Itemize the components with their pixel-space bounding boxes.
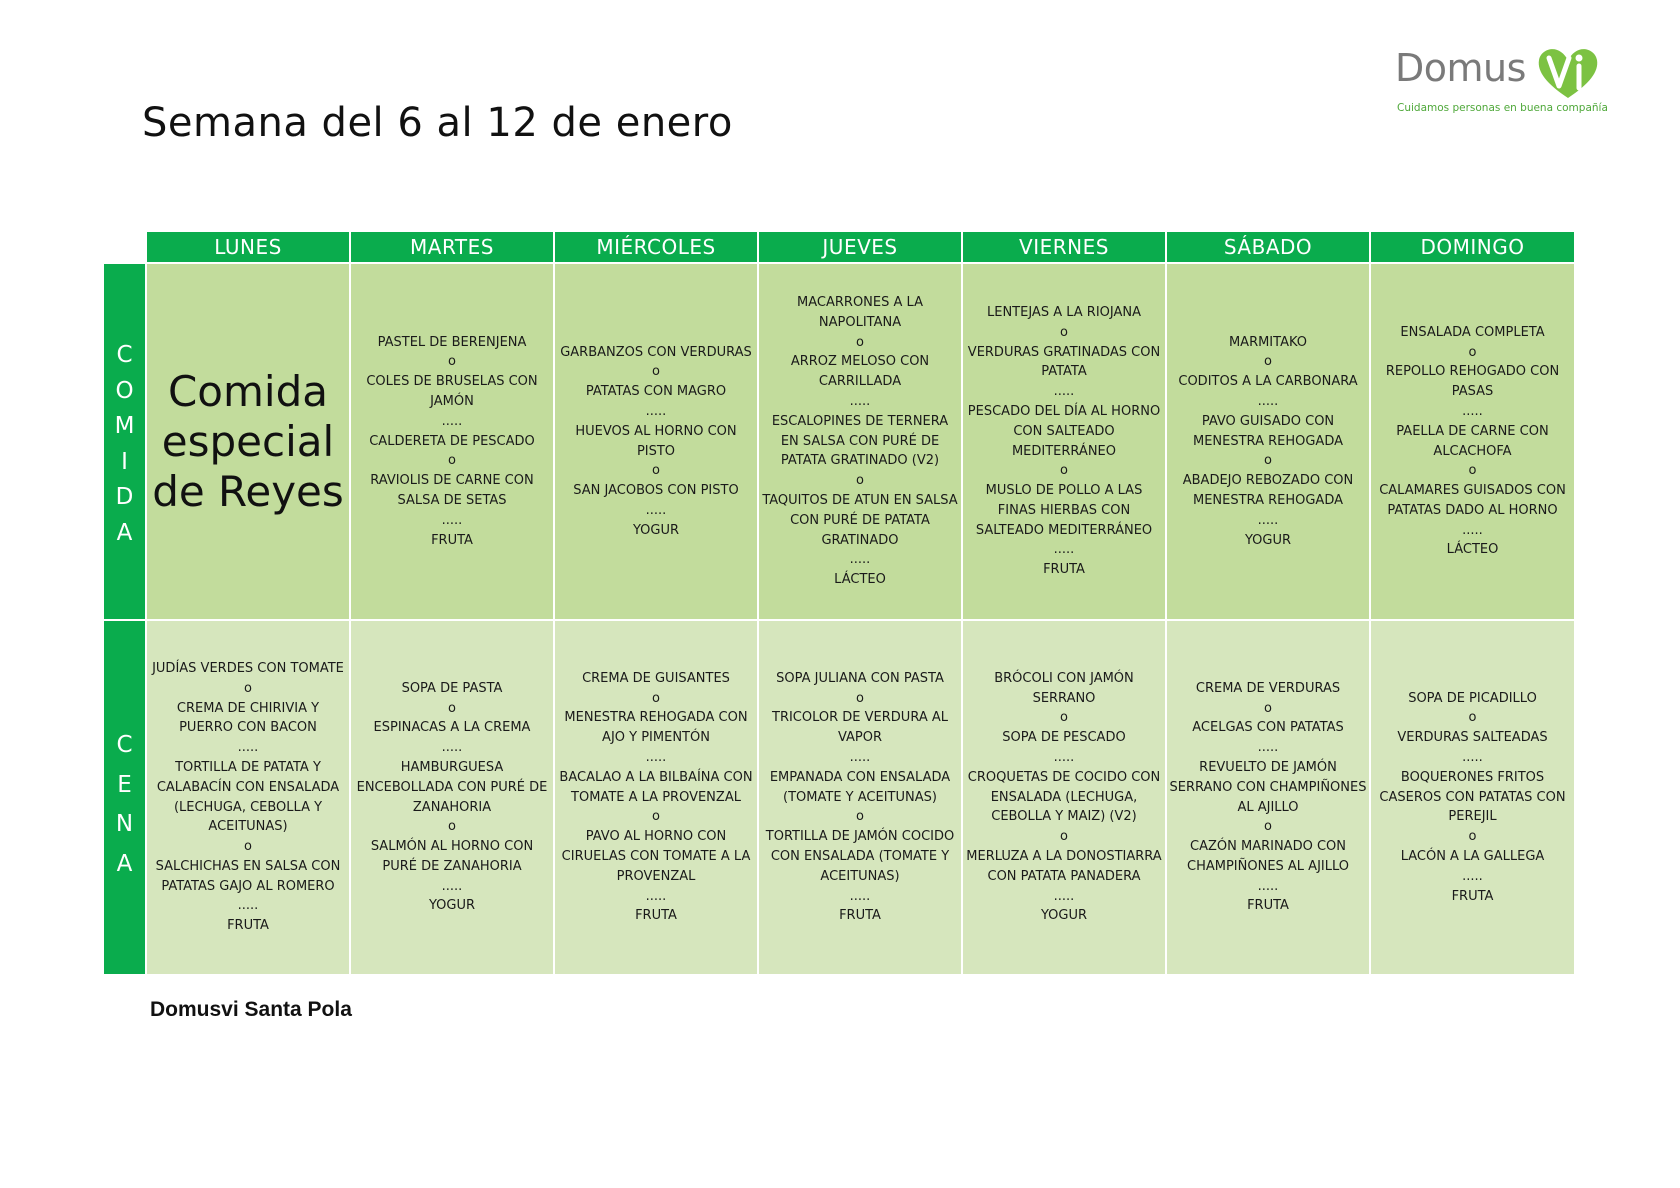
- menu-item: SOPA DE PASTA: [401, 680, 503, 696]
- header-viernes: VIERNES: [963, 232, 1165, 262]
- logo-wordmark: Domus: [1395, 46, 1526, 90]
- menu-item: BOQUERONES FRITOS CASEROS CON PATATAS CON PEREJIL: [1379, 769, 1566, 825]
- menu-item: RAVIOLIS DE CARNE CON SALSA DE SETAS: [370, 473, 534, 508]
- menu-separator: o: [652, 463, 660, 479]
- menu-item: ESPINACAS A LA CREMA: [373, 720, 531, 736]
- menu-separator: o: [1060, 829, 1068, 845]
- row-label-cena: [104, 621, 145, 974]
- row-letter: E: [117, 771, 132, 798]
- footer-residence-name: Domusvi Santa Pola: [150, 998, 352, 1021]
- row-letter: A: [116, 850, 133, 877]
- menu-separator: o: [244, 680, 252, 696]
- header-lunes: LUNES: [147, 232, 349, 262]
- menu-item: CREMA DE GUISANTES: [582, 670, 730, 686]
- menu-item: de Reyes: [152, 466, 344, 516]
- row-letter: M: [114, 413, 135, 439]
- menu-item: SALCHICHAS EN SALSA CON PATATAS GAJO AL ROMERO: [155, 858, 341, 894]
- menu-item: PAVO GUISADO CON MENESTRA REHOGADA: [1193, 413, 1343, 449]
- menu-item: HAMBURGUESA ENCEBOLLADA CON PURÉ DE ZANAHORIA: [356, 759, 548, 815]
- menu-separator: o: [1060, 324, 1068, 340]
- row-letter: I: [121, 448, 128, 475]
- header-sabado: SÁBADO: [1167, 232, 1369, 262]
- menu-item: PESCADO DEL DÍA AL HORNO CON SALTEADO MEDITERRÁNEO: [967, 403, 1161, 459]
- menu-item: SAN JACOBOS CON PISTO: [573, 483, 739, 499]
- menu-separator: o: [856, 473, 864, 489]
- menu-item: LENTEJAS A LA RIOJANA: [986, 304, 1142, 320]
- menu-separator: o: [856, 334, 864, 350]
- header-jueves: JUEVES: [759, 232, 961, 262]
- menu-item: FRUTA: [1451, 888, 1494, 904]
- dinner-cell-viernes: [963, 621, 1165, 974]
- menu-separator: .....: [849, 750, 871, 765]
- menu-item: SOPA JULIANA CON PASTA: [776, 670, 944, 686]
- row-letter: N: [115, 811, 134, 837]
- menu-separator: .....: [1257, 878, 1279, 894]
- menu-item: CODITOS A LA CARBONARA: [1178, 374, 1358, 390]
- menu-item: CREMA DE CHIRIVIA Y PUERRO CON BACON: [176, 700, 320, 736]
- menu-separator: o: [652, 364, 660, 380]
- menu-item: LACÓN A LA GALLEGA: [1400, 848, 1545, 864]
- menu-item: MENESTRA REHOGADA CON AJO Y PIMENTÓN: [564, 710, 748, 746]
- menu-item: COLES DE BRUSELAS CON JAMÓN: [366, 374, 538, 409]
- menu-separator: .....: [1257, 512, 1279, 528]
- menu-item: TAQUITOS DE ATUN EN SALSA CON PURÉ DE PATATA GRATINADO: [762, 492, 958, 548]
- menu-separator: .....: [1257, 740, 1279, 756]
- menu-separator: .....: [1462, 403, 1483, 419]
- menu-item: VERDURAS SALTEADAS: [1397, 730, 1548, 746]
- menu-item: BRÓCOLI CON JAMÓN SERRANO: [994, 670, 1134, 706]
- dinner-cell-sabado: [1167, 621, 1369, 974]
- menu-item: ARROZ MELOSO CON CARRILLADA: [790, 354, 930, 390]
- lunch-cell-miercoles: [555, 264, 757, 619]
- menu-separator: .....: [441, 512, 463, 528]
- menu-separator: o: [448, 700, 456, 716]
- menu-item: GARBANZOS CON VERDURAS: [560, 344, 752, 360]
- menu-separator: o: [652, 690, 660, 706]
- menu-item: VERDURAS GRATINADAS CON PATATA: [967, 344, 1161, 380]
- menu-item: SOPA DE PICADILLO: [1408, 690, 1537, 706]
- dinner-cell-miercoles: [555, 621, 757, 974]
- menu-item: FRUTA: [1043, 562, 1085, 578]
- row-letter: O: [115, 377, 134, 404]
- menu-separator: o: [1468, 829, 1477, 845]
- menu-separator: .....: [1053, 542, 1075, 558]
- lunch-cell-jueves: [759, 264, 961, 619]
- menu-item: especial: [161, 416, 335, 466]
- header-martes: MARTES: [351, 232, 553, 262]
- menu-item: PASTEL DE BERENJENA: [377, 334, 527, 350]
- header-domingo: DOMINGO: [1371, 232, 1574, 262]
- menu-item: LÁCTEO: [1446, 542, 1499, 558]
- menu-item: FRUTA: [227, 918, 269, 934]
- menu-item: ACELGAS CON PATATAS: [1192, 720, 1344, 736]
- menu-separator: o: [652, 809, 660, 825]
- menu-separator: .....: [1053, 888, 1075, 904]
- menu-separator: .....: [849, 394, 871, 409]
- menu-separator: o: [244, 839, 252, 855]
- menu-separator: .....: [1462, 522, 1483, 538]
- menu-item: TORTILLA DE PATATA Y CALABACÍN CON ENSALADA (LECHUGA, CEBOLLA Y ACEITUNAS): [156, 759, 340, 835]
- menu-item: YOGUR: [632, 522, 680, 538]
- menu-separator: .....: [645, 403, 667, 419]
- menu-separator: o: [1468, 463, 1477, 479]
- dinner-cell-domingo: [1371, 621, 1574, 974]
- menu-item: EMPANADA CON ENSALADA (TOMATE Y ACEITUNAS): [769, 769, 951, 805]
- menu-separator: .....: [645, 502, 667, 518]
- menu-item: ABADEJO REBOZADO CON MENESTRA REHOGADA: [1182, 473, 1354, 508]
- menu-item: YOGUR: [1040, 908, 1088, 924]
- menu-separator: o: [1060, 463, 1068, 479]
- menu-separator: .....: [1053, 384, 1075, 400]
- menu-item: FRUTA: [635, 908, 677, 924]
- menu-item: ESCALOPINES DE TERNERA EN SALSA CON PURÉ DE PATATA GRATINADO (V2): [771, 413, 949, 469]
- heart-leaf-icon: [1535, 44, 1601, 102]
- menu-item: CALAMARES GUISADOS CON PATATAS DADO AL HORNO: [1379, 483, 1566, 518]
- menu-item: PATATAS CON MAGRO: [585, 384, 727, 400]
- menu-separator: .....: [441, 413, 463, 429]
- menu-item: MUSLO DE POLLO A LAS FINAS HIERBAS CON SALTEADO MEDITERRÁNEO: [975, 483, 1153, 538]
- lunch-cell-viernes: [963, 264, 1165, 619]
- menu-item: MERLUZA A LA DONOSTIARRA CON PATATA PANADERA: [966, 848, 1162, 884]
- menu-item: PAELLA DE CARNE CON ALCACHOFA: [1396, 423, 1549, 459]
- lunch-cell-lunes: [147, 264, 349, 619]
- row-letter: D: [115, 484, 134, 510]
- menu-separator: o: [448, 453, 456, 469]
- menu-item: MARMITAKO: [1228, 334, 1308, 350]
- menu-separator: .....: [1462, 868, 1483, 884]
- menu-separator: o: [448, 819, 456, 835]
- menu-separator: .....: [441, 878, 463, 894]
- logo-tagline: Cuidamos personas en buena compañía: [1397, 102, 1608, 114]
- row-letter: C: [116, 732, 133, 758]
- row-label-comida: [104, 264, 145, 619]
- menu-separator: o: [1468, 710, 1477, 726]
- row-letter: C: [116, 342, 133, 368]
- menu-separator: .....: [237, 898, 259, 914]
- menu-separator: o: [856, 690, 864, 706]
- menu-item: FRUTA: [431, 532, 473, 548]
- menu-item: BACALAO A LA BILBAÍNA CON TOMATE A LA PROVENZAL: [559, 769, 753, 805]
- menu-item: PAVO AL HORNO CON CIRUELAS CON TOMATE A LA PROVENZAL: [561, 829, 751, 884]
- menu-separator: o: [1264, 819, 1272, 835]
- menu-item: MACARRONES A LA NAPOLITANA: [797, 295, 923, 330]
- page-title: Semana del 6 al 12 de enero: [142, 100, 733, 146]
- menu-item: YOGUR: [1244, 532, 1292, 548]
- menu-separator: .....: [1257, 394, 1279, 409]
- menu-separator: o: [1264, 354, 1272, 370]
- menu-item: YOGUR: [428, 898, 476, 914]
- menu-separator: o: [1468, 344, 1477, 360]
- menu-separator: .....: [237, 740, 259, 756]
- menu-item: FRUTA: [1247, 898, 1289, 914]
- menu-separator: .....: [645, 888, 667, 904]
- menu-item: SOPA DE PESCADO: [1002, 730, 1126, 746]
- lunch-cell-domingo: [1371, 264, 1574, 619]
- domusvi-logo: [1395, 44, 1608, 120]
- menu-item: TORTILLA DE JAMÓN COCIDO CON ENSALADA (TOMATE Y ACEITUNAS): [765, 829, 955, 884]
- dinner-cell-jueves: [759, 621, 961, 974]
- menu-item: REVUELTO DE JAMÓN SERRANO CON CHAMPIÑONES AL AJILLO: [1169, 759, 1367, 815]
- menu-separator: o: [1060, 710, 1068, 726]
- menu-item: SALMÓN AL HORNO CON PURÉ DE ZANAHORIA: [370, 839, 534, 874]
- menu-item: CAZÓN MARINADO CON CHAMPIÑONES AL AJILLO: [1187, 839, 1349, 874]
- menu-item: CALDERETA DE PESCADO: [369, 433, 535, 449]
- menu-item: CROQUETAS DE COCIDO CON ENSALADA (LECHUGA, CEBOLLA Y MAIZ) (V2): [967, 769, 1161, 825]
- menu-separator: .....: [849, 552, 871, 568]
- menu-item: HUEVOS AL HORNO CON PISTO: [575, 423, 737, 459]
- weekly-menu-table: [104, 232, 1574, 974]
- menu-item: Comida: [167, 366, 328, 416]
- dinner-cell-martes: [351, 621, 553, 974]
- menu-item: CREMA DE VERDURAS: [1195, 680, 1341, 696]
- menu-item: FRUTA: [839, 908, 881, 924]
- row-letter: A: [116, 519, 133, 546]
- menu-separator: .....: [1462, 750, 1483, 765]
- lunch-cell-martes: [351, 264, 553, 619]
- menu-item: LÁCTEO: [834, 572, 886, 588]
- menu-item: JUDÍAS VERDES CON TOMATE: [152, 660, 344, 676]
- menu-item: ENSALADA COMPLETA: [1400, 324, 1545, 340]
- menu-separator: .....: [645, 750, 667, 765]
- dinner-cell-lunes: [147, 621, 349, 974]
- menu-item: REPOLLO REHOGADO CON PASAS: [1385, 364, 1560, 400]
- menu-separator: .....: [849, 888, 871, 904]
- menu-separator: o: [856, 809, 864, 825]
- menu-separator: .....: [1053, 750, 1075, 765]
- menu-separator: o: [448, 354, 456, 370]
- lunch-cell-sabado: [1167, 264, 1369, 619]
- menu-separator: o: [1264, 453, 1272, 469]
- header-miercoles: MIÉRCOLES: [555, 232, 757, 262]
- menu-item: TRICOLOR DE VERDURA AL VAPOR: [772, 710, 948, 746]
- menu-separator: o: [1264, 700, 1272, 716]
- menu-separator: .....: [441, 740, 463, 756]
